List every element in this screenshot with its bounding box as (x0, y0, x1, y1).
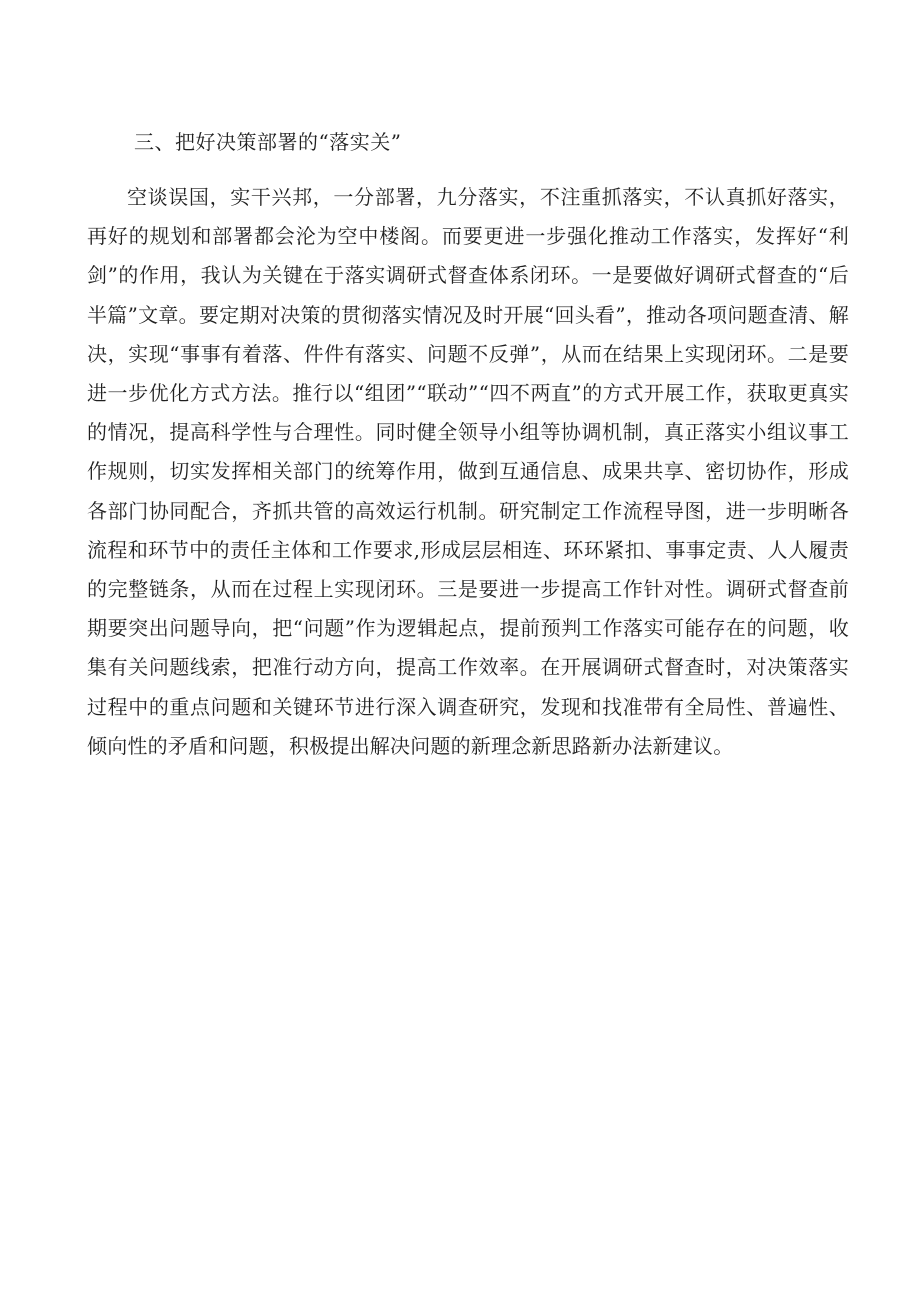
body-paragraph: 空谈误国，实干兴邦，一分部署，九分落实，不注重抓落实，不认真抓好落实，再好的规划和部署都会沦为空中楼阁。而要更进一步强化推动工作落实，发挥好“利剑”的作用，我认为关键在于落实调研式督查体系闭环。一是要做好调研式督查的“后半篇”文章。要定期对决策的贯彻落实情况及时开展“回头看”，推动各项问题查清、解决，实现“事事有着落、件件有落实、问题不反弹”，从而在结果上实现闭环。二是要进一步优化方式方法。推行以“组团”“联动”“四不两直”的方式开展工作，获取更真实的情况，提高科学性与合理性。同时健全领导小组等协调机制，真正落实小组议事工作规则，切实发挥相关部门的统筹作用，做到互通信息、成果共享、密切协作，形成各部门协同配合，齐抓共管的高效运行机制。研究制定工作流程导图，进一步明晰各流程和环节中的责任主体和工作要求,形成层层相连、环环紧扣、事事定责、人人履责的完整链条，从而在过程上实现闭环。三是要进一步提高工作针对性。调研式督查前期要突出问题导向，把“问题”作为逻辑起点，提前预判工作落实可能存在的问题，收集有关问题线索，把准行动方向，提高工作效率。在开展调研式督查时，对决策落实过程中的重点问题和关键环节进行深入调查研究，发现和找准带有全局性、普遍性、倾向性的矛盾和问题，积极提出解决问题的新理念新思路新办法新建议。 (87, 185, 849, 758)
section-heading: 三、把好决策部署的“落实关” (134, 130, 402, 154)
